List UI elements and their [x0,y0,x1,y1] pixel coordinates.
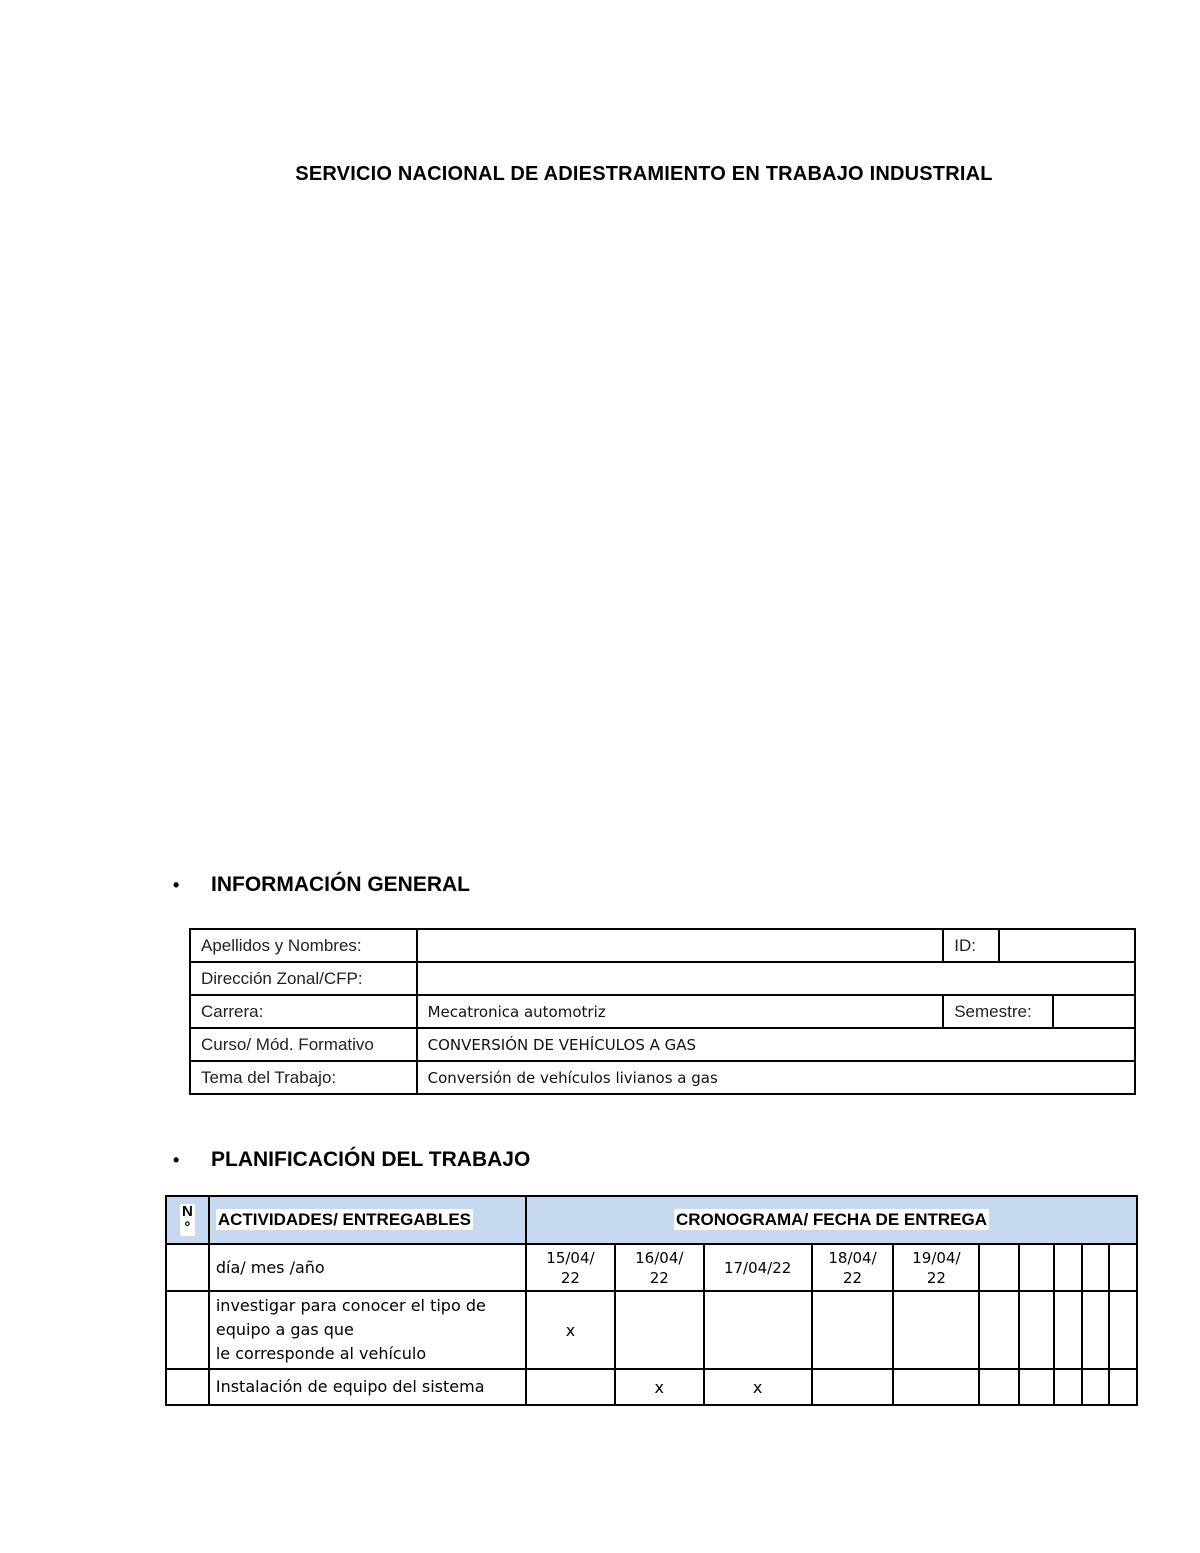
empty-date-cell [1054,1244,1082,1291]
semestre-label: Semestre: [943,995,1053,1028]
empty-date-cell [979,1244,1019,1291]
tema-label: Tema del Trabajo: [190,1061,417,1094]
table-row [190,1028,1135,1061]
carrera-label: Carrera: [190,995,417,1028]
schedule-mark [893,1369,979,1405]
empty-date-cell [1082,1244,1109,1291]
section-heading-plan-label: PLANIFICACIÓN DEL TRABAJO [211,1148,531,1171]
schedule-mark: x [704,1369,812,1405]
empty-date-cell [1019,1244,1054,1291]
empty-cell [1054,1369,1082,1405]
empty-cell [1082,1291,1109,1369]
schedule-header-label: CRONOGRAMA/ FECHA DE ENTREGA [675,1210,988,1229]
direccion-field[interactable] [417,962,1135,995]
activities-header [209,1196,526,1244]
number-header [166,1196,209,1244]
empty-cell [1019,1369,1054,1405]
date-cell: 19/04/ 22 [893,1244,979,1291]
carrera-field[interactable]: Mecatronica automotriz [417,995,944,1028]
empty-cell [979,1291,1019,1369]
empty-cell [1109,1369,1137,1405]
work-plan-table [165,1195,1138,1406]
table-row [190,995,1135,1028]
number-header-degree: ° [184,1219,191,1236]
section-heading-plan [173,1148,530,1172]
apellidos-label: Apellidos y Nombres: [190,929,417,962]
tema-field[interactable]: Conversión de vehículos livianos a gas [417,1061,1135,1094]
table-header-row [166,1196,1137,1244]
activity-description: Instalación de equipo del sistema [209,1369,526,1405]
schedule-mark [704,1291,812,1369]
empty-cell [979,1369,1019,1405]
date-row [166,1244,1137,1291]
schedule-mark [893,1291,979,1369]
table-row [190,929,1135,962]
number-cell [166,1244,209,1291]
empty-date-cell [1109,1244,1137,1291]
empty-cell [1054,1291,1082,1369]
curso-label: Curso/ Mód. Formativo [190,1028,417,1061]
section-heading-info-label: INFORMACIÓN GENERAL [211,873,470,896]
id-label: ID: [943,929,999,962]
number-header-n: N [182,1203,193,1220]
schedule-mark: x [615,1369,704,1405]
schedule-mark [812,1291,894,1369]
apellidos-field[interactable] [417,929,944,962]
schedule-mark [812,1369,894,1405]
activities-header-label: ACTIVIDADES/ ENTREGABLES [217,1210,471,1229]
number-cell [166,1369,209,1405]
table-row [190,1061,1135,1094]
semestre-field[interactable] [1053,995,1135,1028]
general-info-table [189,928,1136,1095]
schedule-mark: x [526,1291,615,1369]
activity-row [166,1369,1137,1405]
date-format-label: día/ mes /año [209,1244,526,1291]
number-cell [166,1291,209,1369]
schedule-mark [526,1369,615,1405]
empty-cell [1109,1291,1137,1369]
direccion-label: Dirección Zonal/CFP: [190,962,417,995]
document-title: SERVICIO NACIONAL DE ADIESTRAMIENTO EN TRABAJO INDUSTRIAL [295,163,993,185]
bullet-icon: • [173,1149,180,1170]
date-cell: 18/04/ 22 [812,1244,894,1291]
activity-row [166,1291,1137,1369]
schedule-header [526,1196,1137,1244]
activity-description: investigar para conocer el tipo de equipo a gas que le corresponde al vehículo [209,1291,526,1369]
section-heading-info [173,873,470,897]
id-field[interactable] [999,929,1135,962]
bullet-icon: • [173,874,180,895]
schedule-mark [615,1291,704,1369]
date-cell: 17/04/22 [704,1244,812,1291]
date-cell: 16/04/ 22 [615,1244,704,1291]
table-row [190,962,1135,995]
empty-cell [1082,1369,1109,1405]
curso-field[interactable]: CONVERSIÓN DE VEHÍCULOS A GAS [417,1028,1135,1061]
date-cell: 15/04/ 22 [526,1244,615,1291]
empty-cell [1019,1291,1054,1369]
